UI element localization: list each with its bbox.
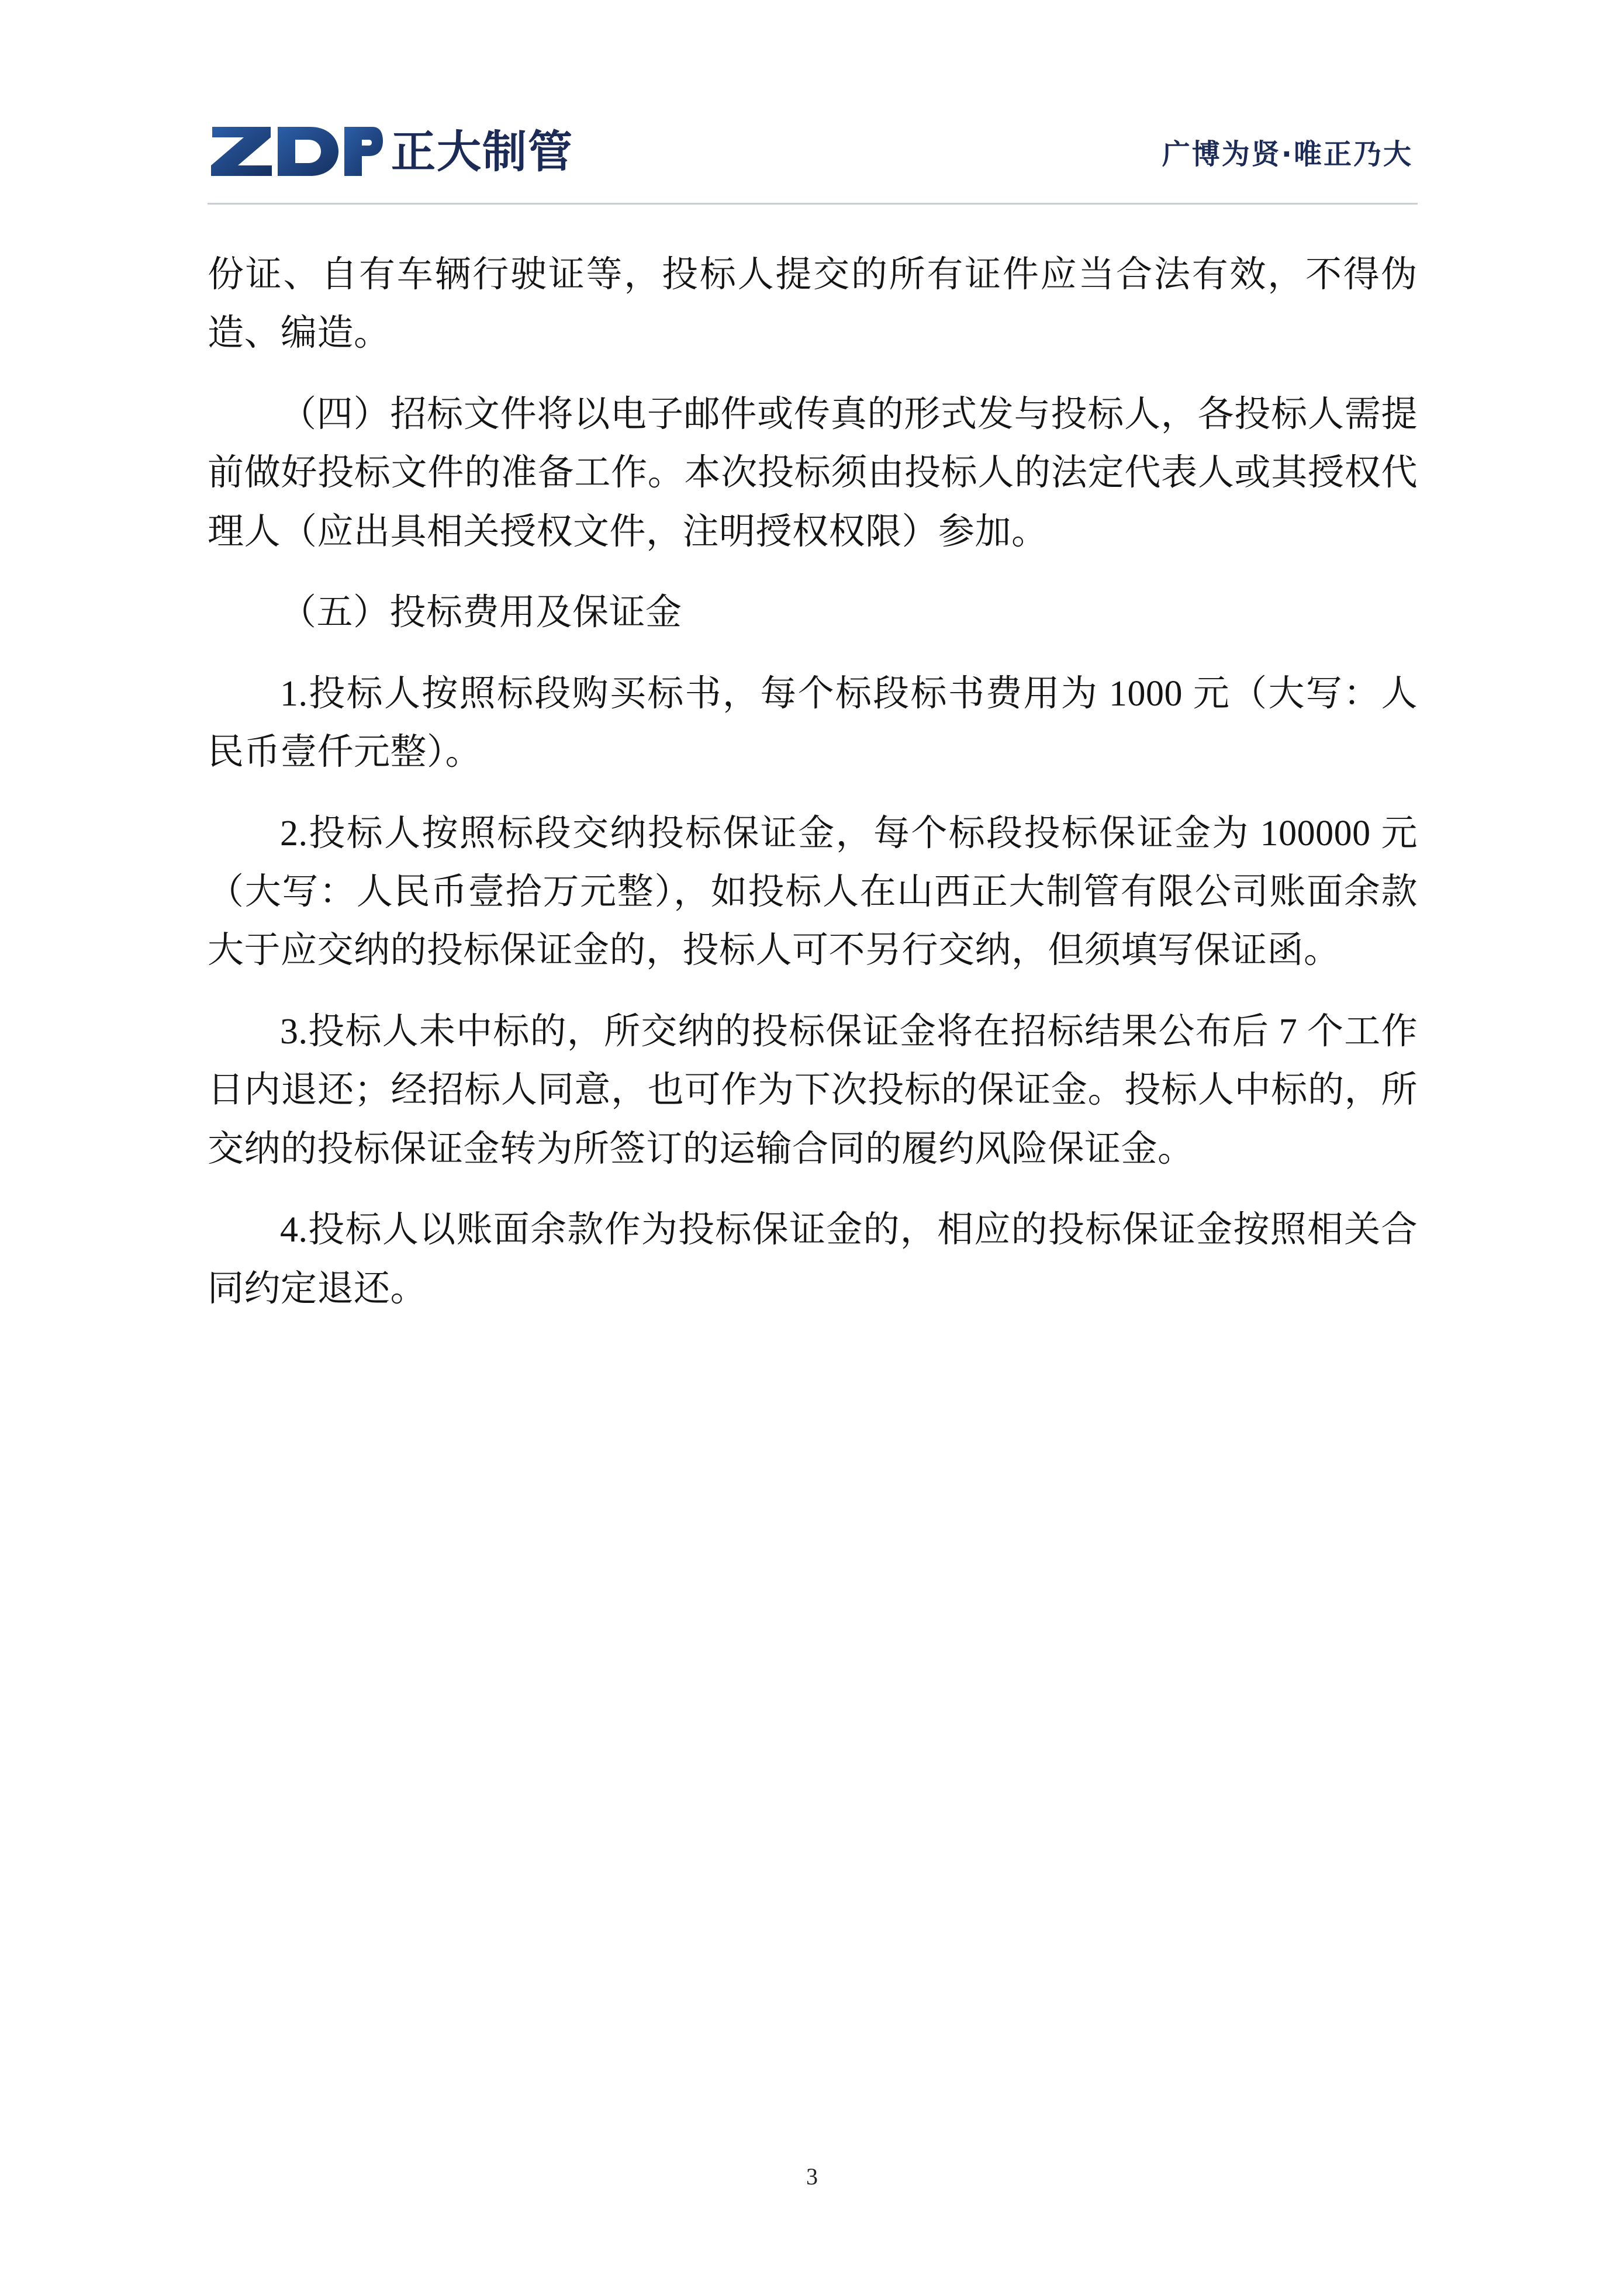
paragraph-6: 3.投标人未中标的，所交纳的投标保证金将在招标结果公布后 7 个工作日内退还；经招标人同意，也可作为下次投标的保证金。投标人中标的，所交纳的投标保证金转为所签订的运输合同的履约风险保证金。 <box>208 1011 1418 1169</box>
page-header <box>208 111 1418 205</box>
paragraph-5: 2.投标人按照标段交纳投标保证金，每个标段投标保证金为 100000 元（大写：人民币壹拾万元整），如投标人在山西正大制管有限公司账面余款大于应交纳的投标保证金的，投标人可不另行交纳，但须填写保证函。 <box>208 813 1418 971</box>
zdp-logo-icon <box>208 122 383 181</box>
company-logo <box>208 122 573 181</box>
document-body <box>208 245 1418 1340</box>
company-slogan: 广博为贤·唯正乃大 <box>1162 138 1413 171</box>
page-number: 3 <box>806 2163 818 2190</box>
paragraph-2: （四）招标文件将以电子邮件或传真的形式发与投标人，各投标人需提前做好投标文件的准备工作。本次投标须由投标人的法定代表人或其授权代理人（应出具相关授权文件，注明授权权限）参加。 <box>208 394 1418 552</box>
company-name: 正大制管 <box>391 125 573 178</box>
paragraph-7: 4.投标人以账面余款作为投标保证金的，相应的投标保证金按照相关合同约定退还。 <box>208 1210 1418 1309</box>
paragraph-1: 份证、自有车辆行驶证等，投标人提交的所有证件应当合法有效，不得伪造、编造。 <box>208 255 1418 354</box>
paragraph-4: 1.投标人按照标段购买标书，每个标段标书费用为 1000 元（大写：人民币壹仟元整）。 <box>208 673 1418 773</box>
paragraph-3: （五）投标费用及保证金 <box>280 593 682 633</box>
